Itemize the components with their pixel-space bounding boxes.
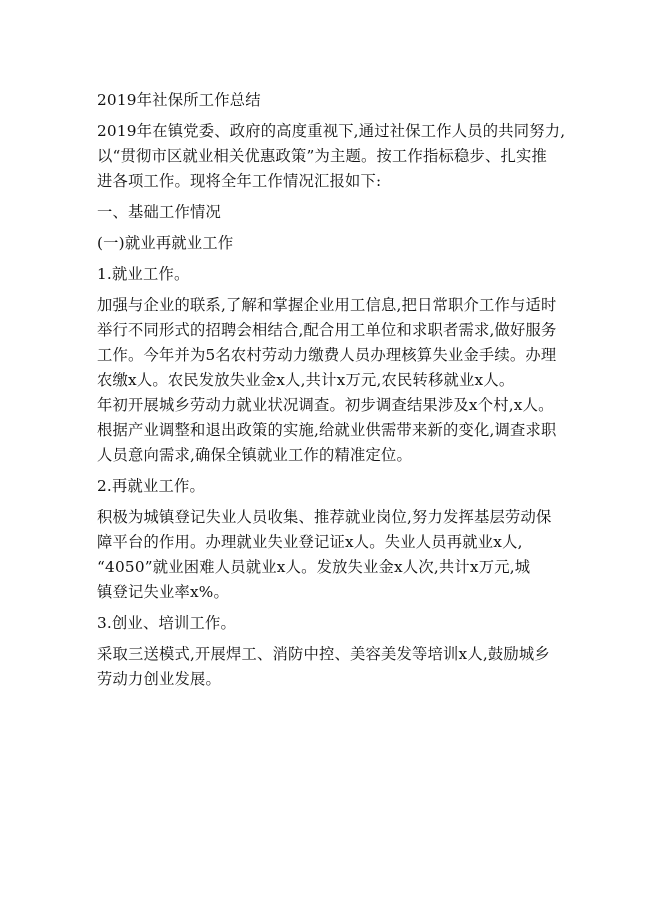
intro-line: 进各项工作。现将全年工作情况汇报如下: <box>97 172 382 190</box>
paragraph-line: 人员意向需求,确保全镇就业工作的精准定位。 <box>97 446 413 464</box>
paragraph-line: 镇登记失业率x%。 <box>97 583 230 601</box>
paragraph-line: 根据产业调整和退出政策的实施,给就业供需带来新的变化,调查求职 <box>97 421 557 439</box>
intro-paragraph <box>97 119 567 194</box>
subsection-heading-employment: (一)就业再就业工作 <box>97 234 234 252</box>
paragraph-line: 农缴x人。农民发放失业金x人,共计x万元,农民转移就业x人。 <box>97 371 515 389</box>
paragraph-line: 年初开展城乡劳动力就业状况调查。初步调查结果涉及x个村,x人。 <box>97 396 554 414</box>
section-heading-basic-work: 一、基础工作情况 <box>97 203 221 221</box>
item-heading-training: 3.创业、培训工作。 <box>97 614 236 632</box>
intro-line: 以“贯彻市区就业相关优惠政策”为主题。按工作指标稳步、扎实推 <box>97 147 547 165</box>
paragraph-line: 采取三送模式,开展焊工、消防中控、美容美发等培训x人,鼓励城乡 <box>97 645 550 663</box>
paragraph-line: 举行不同形式的招聘会相结合,配合用工单位和求职者需求,做好服务 <box>97 321 557 339</box>
reemployment-paragraph <box>97 505 567 605</box>
paragraph-line: 加强与企业的联系,了解和掌握企业用工信息,把日常职介工作与适时 <box>97 296 557 314</box>
item-heading-reemployment: 2.再就业工作。 <box>97 477 205 495</box>
intro-line: 2019年在镇党委、政府的高度重视下,通过社保工作人员的共同努力, <box>97 122 566 140</box>
paragraph-line: 障平台的作用。办理就业失业登记证x人。失业人员再就业x人, <box>97 533 523 551</box>
item-heading-employment: 1.就业工作。 <box>97 265 190 283</box>
paragraph-line: 劳动力创业发展。 <box>97 670 221 688</box>
employment-paragraph-1 <box>97 293 567 393</box>
document-title: 2019年社保所工作总结 <box>97 91 261 109</box>
paragraph-line: 积极为城镇登记失业人员收集、推荐就业岗位,努力发挥基层劳动保 <box>97 508 552 526</box>
employment-paragraph-2 <box>97 393 567 468</box>
paragraph-line: “4050”就业困难人员就业x人。发放失业金x人次,共计x万元,城 <box>97 558 531 576</box>
training-paragraph <box>97 642 567 692</box>
document-body <box>97 88 567 692</box>
paragraph-line: 工作。今年并为5名农村劳动力缴费人员办理核算失业金手续。办理 <box>97 346 557 364</box>
